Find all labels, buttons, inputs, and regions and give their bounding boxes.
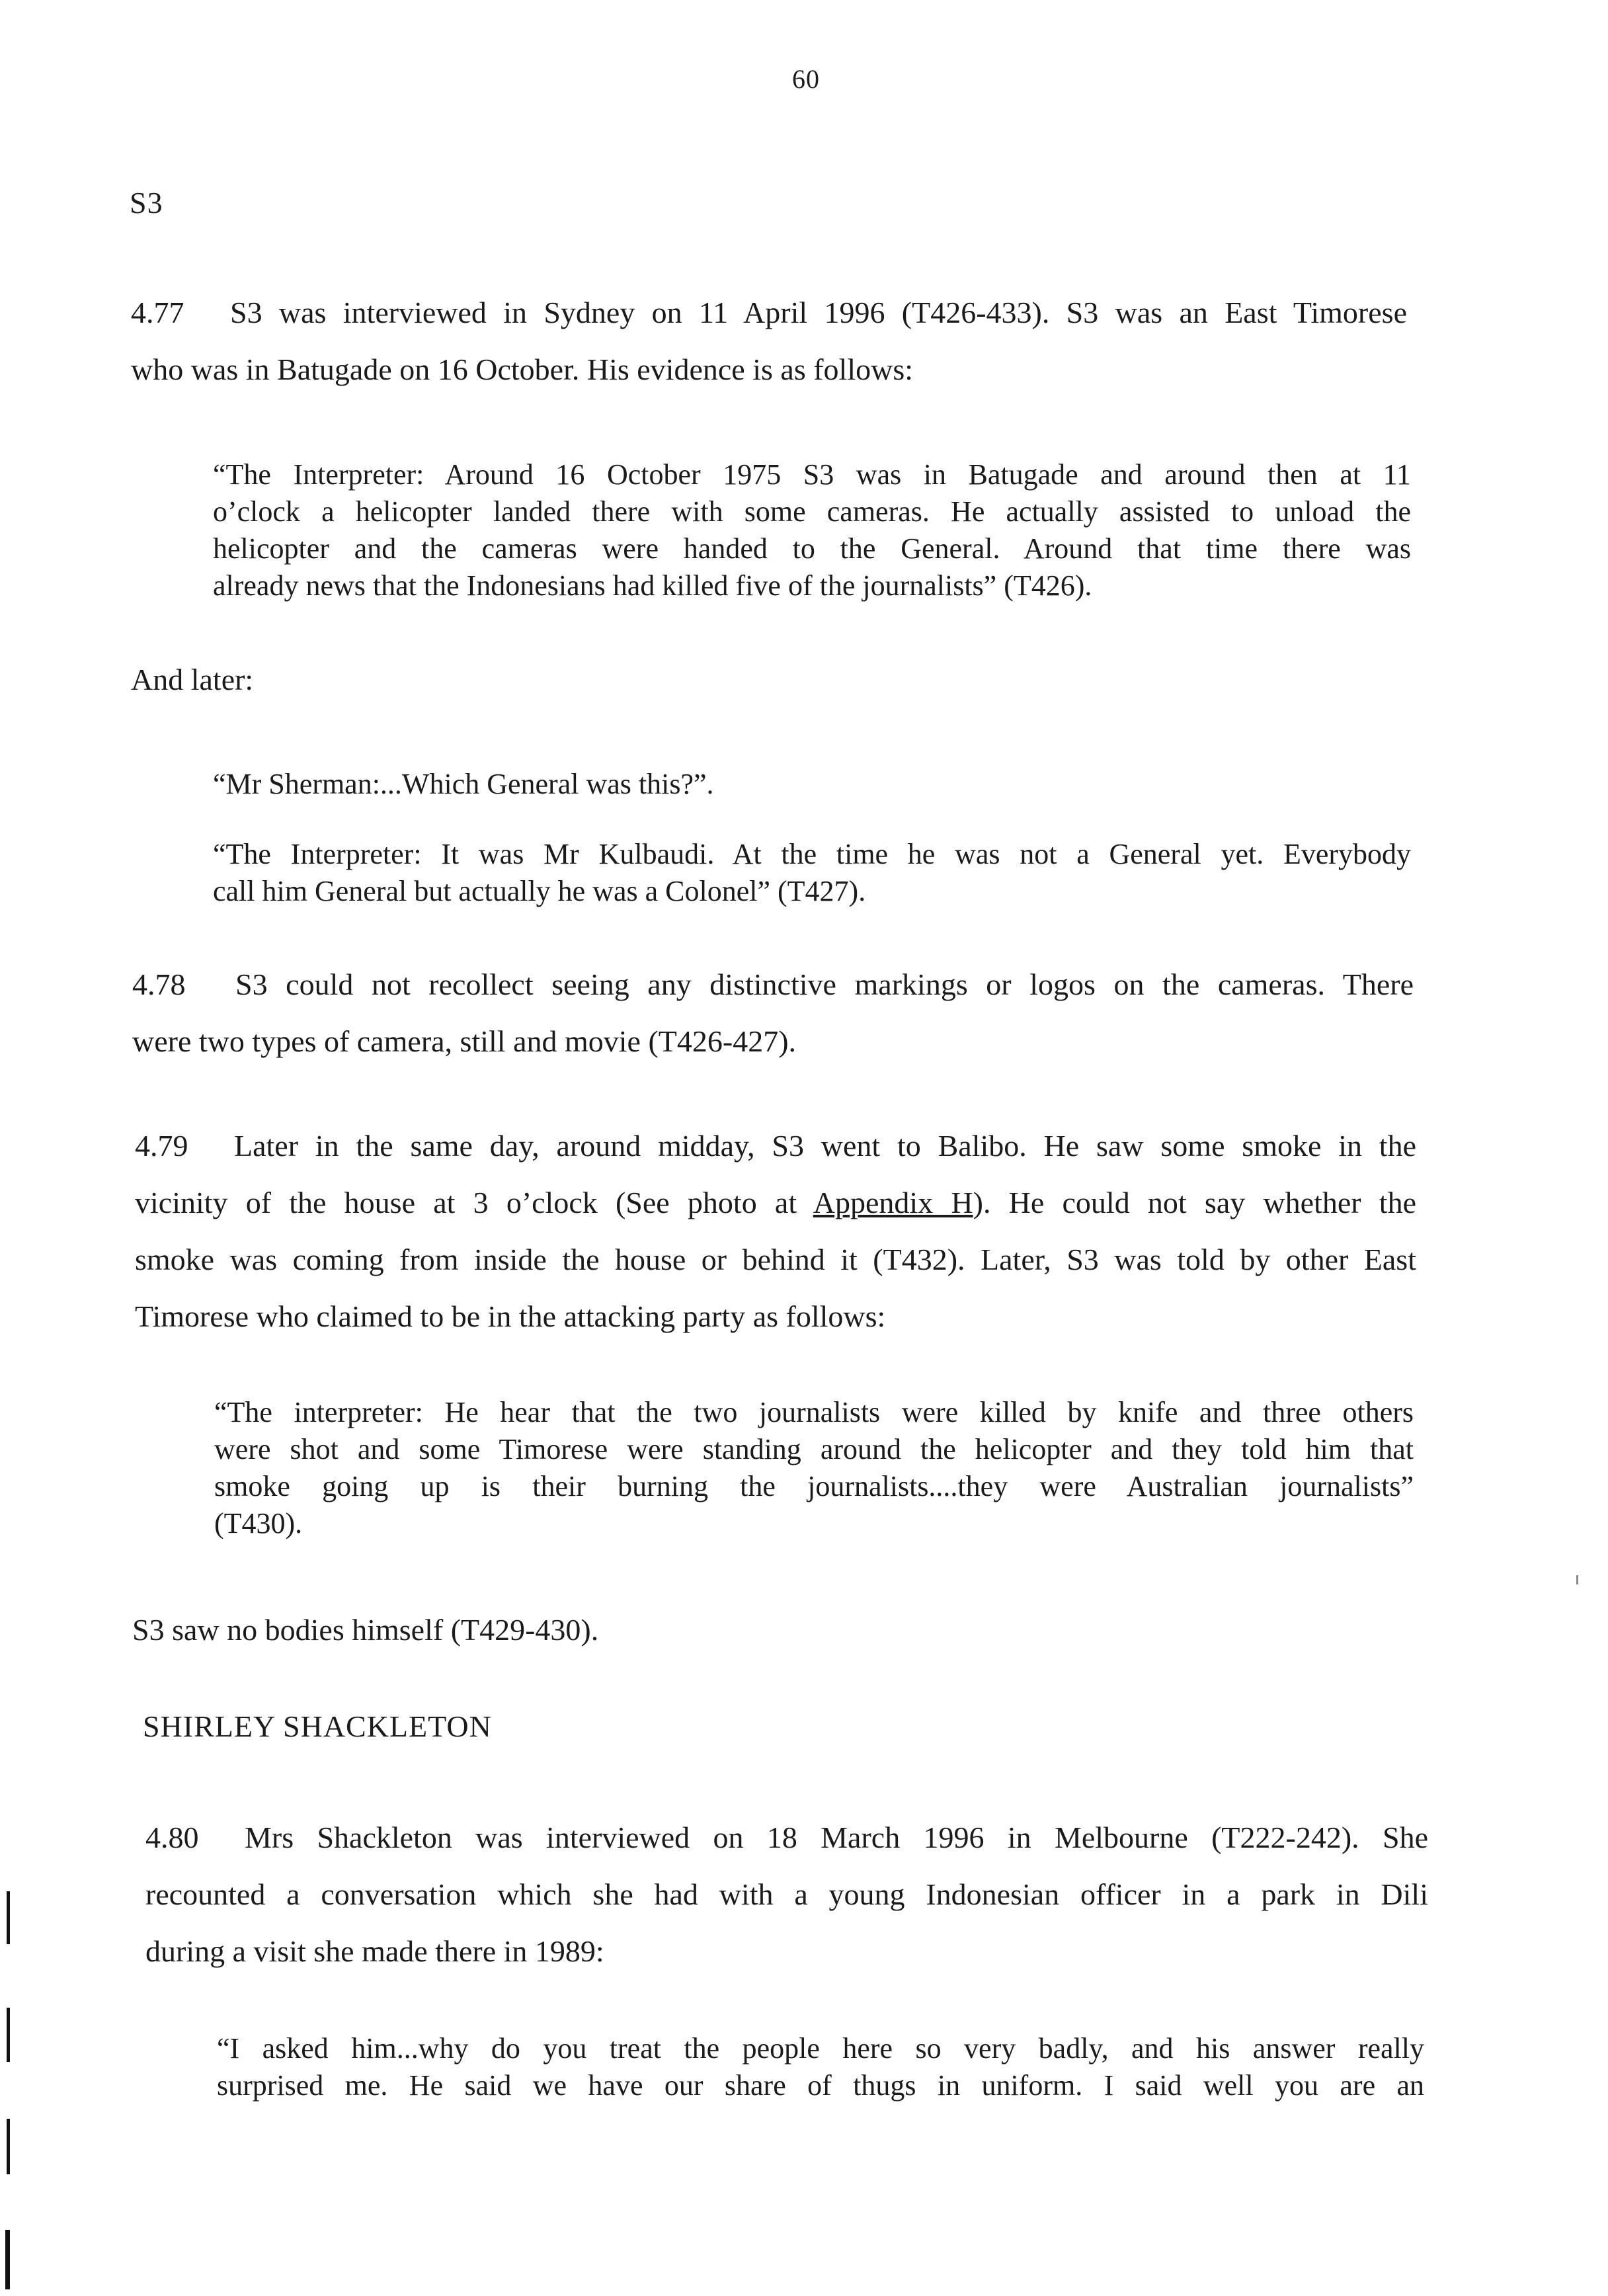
quote-line: “I asked him...why do you treat the people here so very badly, and his answer really (217, 2032, 1424, 2065)
quote-line: already news that the Indonesians had killed five of the journalists” (T426). (213, 569, 1092, 602)
paragraph-text: vicinity of the house at 3 o’clock (See photo at (135, 1186, 813, 1219)
paragraph-line: who was in Batugade on 16 October. His evidence is as follows: (131, 352, 913, 386)
block-quote-interpreter-3 (214, 1394, 1414, 1542)
block-quote-interpreter-2 (213, 836, 1411, 910)
paragraph-text: Later in the same day, around midday, S3 went to Balibo. He saw some smoke in the (234, 1129, 1416, 1163)
paragraph-line (145, 1809, 1428, 1866)
paragraph-text: Mrs Shackleton was interviewed on 18 March 1996 in Melbourne (T222-242). She (245, 1821, 1428, 1854)
paragraph-number: 4.78 (132, 967, 186, 1001)
paragraph-text: S3 could not recollect seeing any distinctive markings or logos on the cameras. There (235, 967, 1414, 1001)
block-quote-shackleton (217, 2030, 1424, 2104)
section-heading-shackleton: SHIRLEY SHACKLETON (143, 1709, 492, 1743)
paragraph-line (135, 1118, 1416, 1174)
scan-margin-mark (5, 2230, 10, 2289)
quote-line: helicopter and the cameras were handed to the General. Around that time there was (213, 532, 1411, 565)
paragraph-line: Timorese who claimed to be in the attacking party as follows: (135, 1299, 886, 1333)
paragraph-number: 4.80 (145, 1821, 199, 1854)
s3-no-bodies-text: S3 saw no bodies himself (T429-430). (132, 1613, 599, 1647)
paragraph-4-80 (145, 1809, 1428, 1980)
paragraph-line (131, 284, 1407, 341)
block-quote-sherman: “Mr Sherman:...Which General was this?”. (213, 768, 714, 800)
paragraph-text: S3 was interviewed in Sydney on 11 April 1996 (T426-433). S3 was an East Timorese (230, 296, 1407, 329)
scan-margin-mark (7, 2008, 10, 2062)
appendix-h-reference: Appendix H (813, 1186, 973, 1219)
quote-line: call him General but actually he was a Colonel” (T427). (213, 875, 866, 907)
paragraph-line (132, 956, 1414, 1013)
block-quote-interpreter-1 (213, 456, 1411, 604)
scan-margin-mark (7, 2119, 10, 2174)
paragraph-line: recounted a conversation which she had with a young Indonesian officer in a park in Dili (145, 1877, 1428, 1911)
paragraph-text: ). He could not say whether the (973, 1186, 1416, 1219)
quote-line: were shot and some Timorese were standing around the helicopter and they told him that (214, 1433, 1414, 1465)
quote-line: o’clock a helicopter landed there with some cameras. He actually assisted to unload the (213, 495, 1411, 528)
quote-line: “The interpreter: He hear that the two journalists were killed by knife and three others (214, 1396, 1414, 1428)
paragraph-line: during a visit she made there in 1989: (145, 1934, 604, 1968)
quote-line: surprised me. He said we have our share of thugs in uniform. I said well you are an (217, 2069, 1424, 2102)
paragraph-number: 4.77 (131, 296, 184, 329)
quote-line: smoke going up is their burning the journalists....they were Australian journalists” (214, 1470, 1414, 1502)
scan-margin-mark (7, 1891, 10, 1944)
paragraph-4-79 (135, 1118, 1416, 1345)
quote-line: “The Interpreter: Around 16 October 1975 S3 was in Batugade and around then at 11 (213, 458, 1411, 491)
quote-line: “The Interpreter: It was Mr Kulbaudi. At the time he was not a General yet. Everybody (213, 838, 1411, 870)
paragraph-number: 4.79 (135, 1129, 188, 1163)
paragraph-4-78 (132, 956, 1414, 1070)
scan-speck (1576, 1575, 1578, 1584)
section-heading-s3: S3 (130, 186, 163, 220)
quote-line: (T430). (214, 1507, 303, 1539)
page-number: 60 (792, 64, 820, 94)
paragraph-line: smoke was coming from inside the house or behind it (T432). Later, S3 was told by other East (135, 1243, 1416, 1276)
paragraph-line (135, 1174, 1416, 1231)
paragraph-4-77 (131, 284, 1407, 398)
paragraph-line: were two types of camera, still and movie (T426-427). (132, 1024, 797, 1058)
and-later-text: And later: (131, 663, 254, 696)
